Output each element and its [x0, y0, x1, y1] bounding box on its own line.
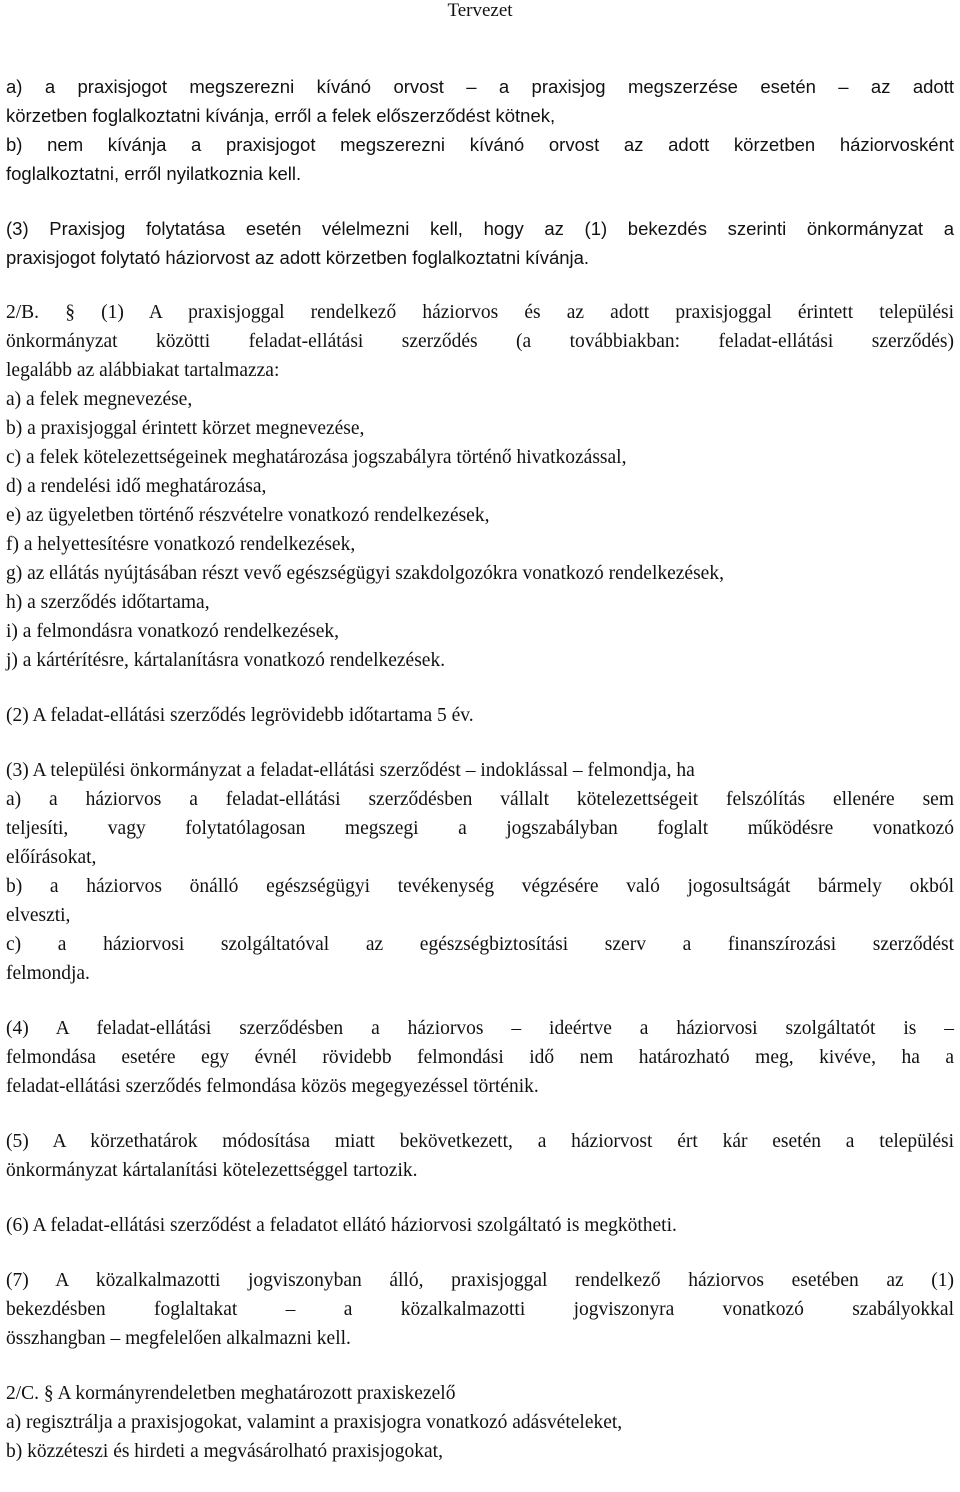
list-item: a) a felek megnevezése,: [6, 389, 193, 410]
text-line: elveszti,: [6, 905, 71, 926]
list-item: a) regisztrálja a praxisjogokat, valamint a praxisjogra vonatkozó adásvételeket,: [6, 1412, 623, 1433]
list-item: b) a praxisjoggal érintett körzet megnevezése,: [6, 418, 365, 439]
text-line: önkormányzat kártalanítási kötelezettséggel tartozik.: [6, 1160, 418, 1181]
section-2b-paragraph-4: [6, 1014, 954, 1101]
list-item: b) közzéteszi és hirdeti a megvásárolható praxisjogokat,: [6, 1441, 443, 1462]
text-line: legalább az alábbiakat tartalmazza:: [6, 360, 280, 381]
text-line: b) a háziorvos önálló egészségügyi tevékenység végzésére való jogosultságát bármely okból: [6, 876, 954, 897]
text-line: c) a háziorvosi szolgáltatóval az egészségbiztosítási szerv a finanszírozási szerződést: [6, 934, 954, 955]
draft-header: Tervezet: [447, 0, 513, 21]
text-line: teljesíti, vagy folytatólagosan megszegi a jogszabályban foglalt működésre vonatkozó: [6, 818, 954, 839]
section-2b-paragraph-3: [6, 756, 954, 988]
text-line: (5) A körzethatárok módosítása miatt bekövetkezett, a háziorvost ért kár esetén a települési: [6, 1131, 954, 1152]
section-2b-paragraph-1: [6, 298, 954, 675]
section-2c-paragraph: [6, 1379, 954, 1466]
text-line: körzetben foglalkoztatni kívánja, erről a felek előszerződést kötnek,: [6, 105, 556, 126]
section-2b-paragraph-2: [6, 701, 954, 730]
list-item: h) a szerződés időtartama,: [6, 592, 210, 613]
list-item: e) az ügyeletben történő részvételre vonatkozó rendelkezések,: [6, 505, 490, 526]
text-line: a) a háziorvos a feladat-ellátási szerződésben vállalt kötelezettségeit felszólítás ellenére sem: [6, 789, 954, 810]
list-item: g) az ellátás nyújtásában részt vevő egészségügyi szakdolgozókra vonatkozó rendelkezések,: [6, 563, 724, 584]
text-line: (3) A települési önkormányzat a feladat-ellátási szerződést – indoklással – felmondja, ha: [6, 760, 695, 781]
list-item: f) a helyettesítésre vonatkozó rendelkezések,: [6, 534, 356, 555]
text-line: foglalkoztatni, erről nyilatkoznia kell.: [6, 163, 302, 184]
intro-paragraph: [6, 72, 954, 188]
section-2b-paragraph-7: [6, 1266, 954, 1353]
list-item: c) a felek kötelezettségeinek meghatározása jogszabályra történő hivatkozással,: [6, 447, 627, 468]
text-line: a) a praxisjogot megszerezni kívánó orvost – a praxisjog megszerzése esetén – az adott: [6, 76, 954, 97]
text-line: (6) A feladat-ellátási szerződést a feladatot ellátó háziorvosi szolgáltató is megkötheti.: [6, 1215, 677, 1236]
text-line: 2/B. § (1) A praxisjoggal rendelkező háziorvos és az adott praxisjoggal érintett települési: [6, 302, 954, 323]
section-2b-paragraph-6: [6, 1211, 954, 1240]
text-line: összhangban – megfelelően alkalmazni kell.: [6, 1328, 351, 1349]
text-line: előírásokat,: [6, 847, 97, 868]
text-line: b) nem kívánja a praxisjogot megszerezni kívánó orvost az adott körzetben háziorvosként: [6, 134, 954, 155]
list-item: i) a felmondásra vonatkozó rendelkezések,: [6, 621, 339, 642]
text-line: 2/C. § A kormányrendeletben meghatározott praxiskezelő: [6, 1383, 456, 1404]
text-line: felmondja.: [6, 963, 90, 984]
text-line: praxisjogot folytató háziorvost az adott körzetben foglalkoztatni kívánja.: [6, 247, 590, 268]
text-line: (2) A feladat-ellátási szerződés legrövidebb időtartama 5 év.: [6, 705, 474, 726]
text-line: (4) A feladat-ellátási szerződésben a háziorvos – ideértve a háziorvosi szolgáltatót is –: [6, 1018, 954, 1039]
list-item: d) a rendelési idő meghatározása,: [6, 476, 267, 497]
section-2b-paragraph-5: [6, 1127, 954, 1185]
text-line: önkormányzat közötti feladat-ellátási szerződés (a továbbiakban: feladat-ellátási szerződés): [6, 331, 954, 352]
text-line: bekezdésben foglaltakat – a közalkalmazotti jogviszonyra vonatkozó szabályokkal: [6, 1299, 954, 1320]
text-line: (3) Praxisjog folytatása esetén vélelmezni kell, hogy az (1) bekezdés szerinti önkormányzat a: [6, 218, 954, 239]
text-line: felmondása esetére egy évnél rövidebb felmondási idő nem határozható meg, kivéve, ha a: [6, 1047, 954, 1068]
text-line: feladat-ellátási szerződés felmondása közös megegyezéssel történik.: [6, 1076, 539, 1097]
praxis-continuation-paragraph: [6, 214, 954, 272]
document-body: [6, 72, 954, 1492]
list-item: j) a kártérítésre, kártalanításra vonatkozó rendelkezések.: [6, 650, 446, 671]
text-line: (7) A közalkalmazotti jogviszonyban álló, praxisjoggal rendelkező háziorvos esetében az (1): [6, 1270, 954, 1291]
